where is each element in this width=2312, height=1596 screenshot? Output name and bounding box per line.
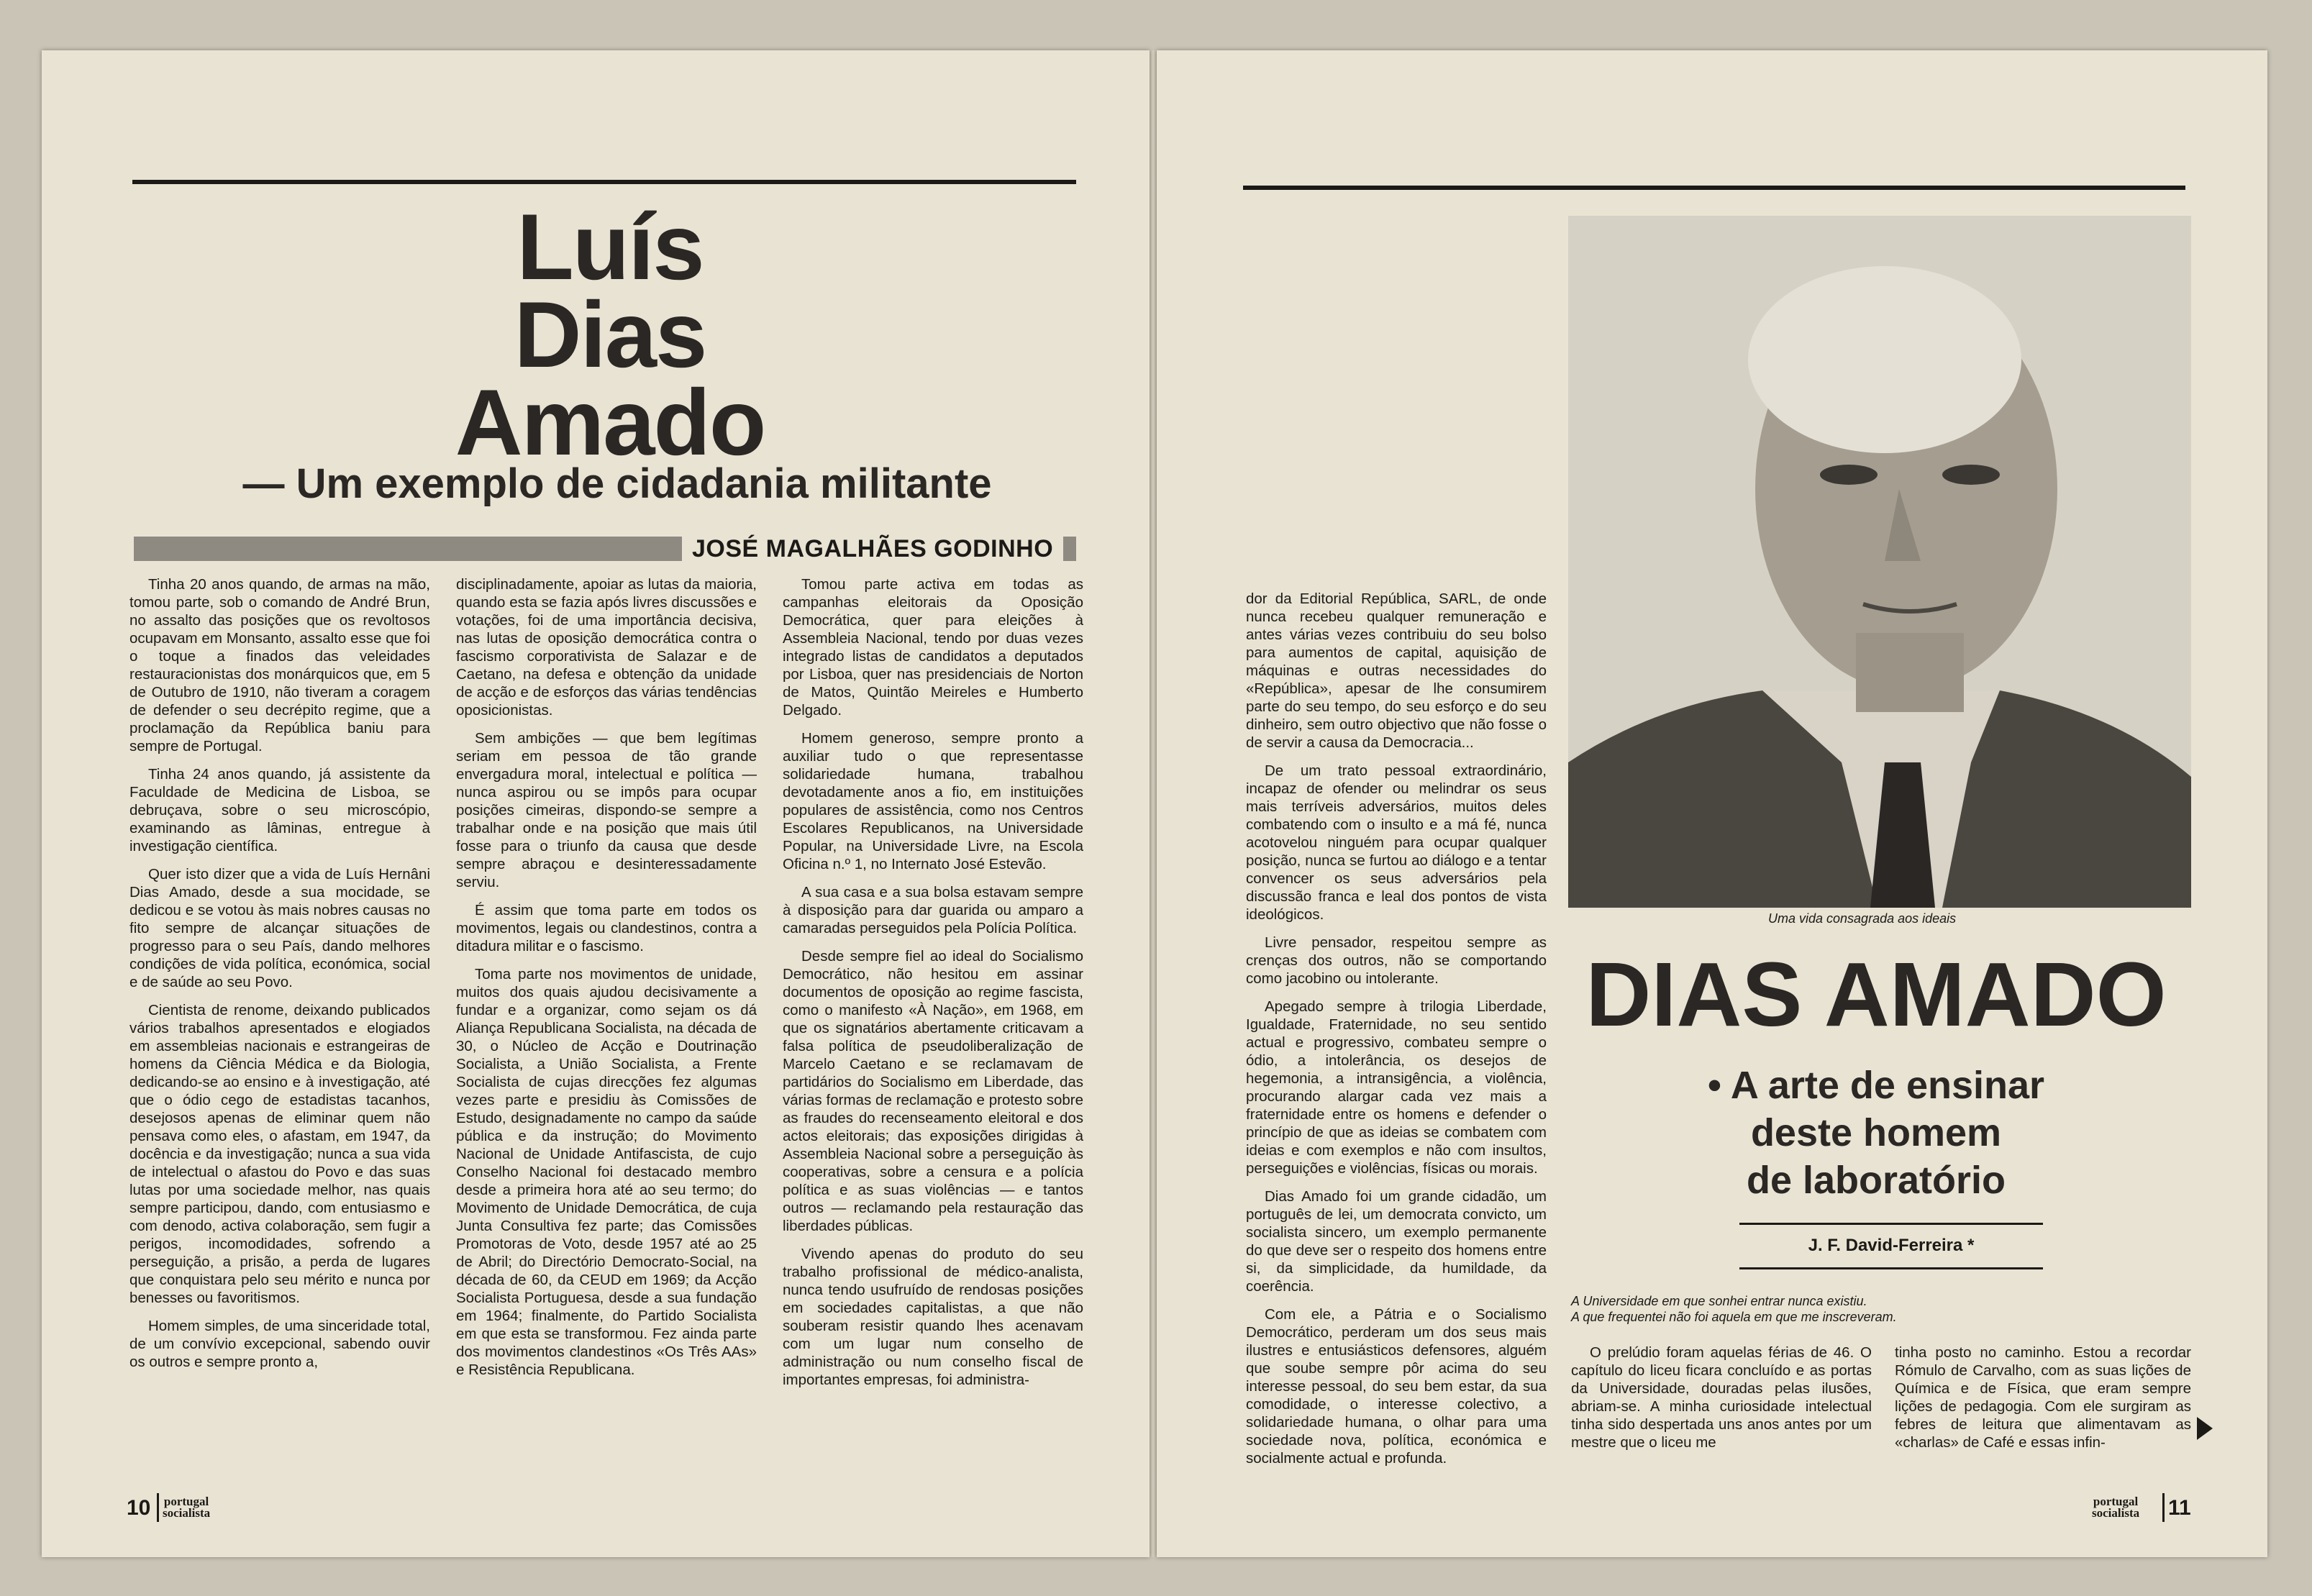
paragraph: Quer isto dizer que a vida de Luís Hernâni Dias Amado, desde a sua mocidade, se dedicou e se votou às mais nobres causas no fito sempre de alcançar situações de progresso para o seu País, dando melhores condições de vida política, económica, social e de saúde ao seu Povo. (129, 866, 430, 990)
top-rule (132, 180, 1076, 184)
paragraph: dor da Editorial República, SARL, de onde nunca recebeu qualquer remuneração e antes várias vezes contribuiu do seu bolso para aumentos de capital, aquisição de máquinas e outras necessidades do «República», apesar de lhe consumirem parte do seu tempo, do seu esforço e do seu dinheiro, sem outro objectivo que não fosse o de servir a causa da Democracia... (1246, 590, 1547, 751)
paragraph: Cientista de renome, deixando publicados vários trabalhos apresentados e elogiados em assembleias nacionais e estrangeiras de homens da Ciência Médica e da Biologia, dedicando-se ao ensino e à investigação, até que o ódio cego de estadistas tacanhos, desejosos apenas de eliminar quem não pensava como eles, o afastam, em 1947, da docência e da investigação; nunca a sua vida de intelectual o afastou do Povo e das suas lutas por uma sociedade melhor, nas quais sempre participou, dando, com entusiasmo e com denodo, activa colaboração, sem fugir a perigos, incomodidades, sofrendo a perseguição, a prisão, a perda de lugares que conquistara pelo seu mérito e nunca por benesses ou favoritismos. (129, 1002, 430, 1306)
article-column-3 (783, 575, 1083, 1399)
subhead-line-1: • A arte de ensinar (1707, 1064, 2045, 1107)
photo-caption: Uma vida consagrada aos ideais (1768, 911, 1957, 926)
paragraph: tinha posto no caminho. Estou a recordar Rómulo de Carvalho, com as suas lições de Química e de Física, que eram sempre lições de pedagogia. Com ele surgiram as febres de leitura que alimentavam as «charlas» de Café e essas infin- (1895, 1344, 2191, 1451)
paragraph: disciplinadamente, apoiar as lutas da maioria, quando esta se fazia após livres discussões e votações, foi de uma importância decisiva, nas lutas de oposição democrática contra o fascismo corporativista de Salazar e de Caetano, na defesa e obtenção da unidade de acção e de esforços das várias tendências oposicionistas. (456, 576, 757, 719)
paragraph: Tinha 24 anos quando, já assistente da Faculdade de Medicina de Lisboa, se debruçava, sobre o seu microscópio, examinando as lâminas, entregue à investigação científica. (129, 766, 430, 854)
epigraph (1571, 1293, 1897, 1325)
left-page (42, 50, 1150, 1557)
article-column-1 (1246, 590, 1547, 1477)
title-line-2: Dias (514, 282, 706, 387)
top-rule (1243, 186, 2185, 190)
paragraph: Tomou parte activa em todas as campanhas eleitorais da Oposição Democrática, quer para eleições à Assembleia Nacional, tendo por duas vezes integrado listas de candidatos a deputados por Lisboa, quer nas presidenciais de Norton de Matos, Quintão Meireles e Humberto Delgado. (783, 576, 1083, 719)
paragraph: A sua casa e a sua bolsa estavam sempre à disposição para dar guarida ou amparo a camaradas perseguidos pela Polícia Política. (783, 884, 1083, 936)
folio-divider (157, 1493, 159, 1522)
epigraph-line-1: A Universidade em que sonhei entrar nunca existiu. (1571, 1294, 1867, 1308)
paragraph: Apegado sempre à trilogia Liberdade, Igualdade, Fraternidade, no seu sentido actual e progressivo, combateu sempre o ódio, a intolerância, os desejos de hegemonia, a intransigência, a violência, procurando alargar cada vez mais a fraternidade entre os homens e defender o princípio de que as ideias se combatem com ideias e com exemplos e não com insultos, perseguições e violências, físicas ou morais. (1246, 998, 1547, 1177)
paragraph: Com ele, a Pátria e o Socialismo Democrático, perderam um dos seus mais ilustres e entusiásticos defensores, alguém que soube sempre pôr acima do seu interesse pessoal, do seu bem estar, da sua comodidade, o interesse colectivo, a solidariedade humana, o olhar para uma sociedade nova, política, económica e socialmente actual e profunda. (1246, 1306, 1547, 1467)
paragraph: Vivendo apenas do produto do seu trabalho profissional de médico-analista, nunca tendo usufruído de rendosas posições em sociedades capitalistas, a que não souberam resistir quando lhes acenavam com um lugar num conselho de administração ou num conselho fiscal de importantes empresas, foi administra- (783, 1246, 1083, 1388)
second-author-byline: J. F. David-Ferreira * (1808, 1236, 1975, 1255)
paragraph: Livre pensador, respeitou sempre as crenças dos outros, não se comportando como jacobino ou intolerante. (1246, 934, 1547, 987)
paragraph: Toma parte nos movimentos de unidade, muitos dos quais ajudou decisivamente a fundar e a organizar, como sejam os dá Aliança Republicana Socialista, na década de 30, o Núcleo de Acção e Doutrinação Socialista, a União Socialista, a Frente Socialista de cujas direcções fez algumas vezes parte e presidiu às Comissões de Estudo, designadamente no campo da saúde pública e da instrução; do Movimento Nacional de Unidade Antifascista, de cujo Conselho Nacional foi destacado membro desde a primeira hora até ao seu termo; do Movimento de Unidade Democrática, de cuja Junta Consultiva fez parte; das Comissões Promotoras de Voto, desde 1957 até ao 25 de Abril; do Directório Democrato-Social, na década de 60, da CEUD em 1969; da Acção Socialista Portuguesa, desde a sua fundação em 1964; finalmente, do Partido Socialista em que esta se transformou. Fez ainda parte dos movimentos clandestinos «Os Três AAs» e Resistência Republicana. (456, 966, 757, 1378)
paragraph: É assim que toma parte em todos os movimentos, legais ou clandestinos, contra a ditadura militar e o fascismo. (456, 902, 757, 954)
author-rule-top (1739, 1223, 2043, 1225)
article-column-1 (129, 575, 430, 1381)
portrait-photo (1568, 216, 2191, 908)
right-page (1157, 50, 2267, 1557)
article-column-2 (456, 575, 757, 1389)
paragraph: Tinha 20 anos quando, de armas na mão, tomou parte, sob o comando de André Brun, no assalto das posições que os revoltosos ocupavam em Monsanto, assalto esse que foi o toque a finados das veleidades restauracionistas dos monárquicos que, em 5 de Outubro de 1910, não tiveram a coragem de defender o seu decrépito regime, que a proclamação da República baniu para sempre de Portugal. (129, 576, 430, 754)
title-line-1: Luís (516, 194, 704, 299)
subhead-line-3: de laboratório (1746, 1159, 2006, 1202)
paragraph: Sem ambições — que bem legítimas seriam em pessoa de tão grande envergadura moral, intelectual e política — nunca aspirou ou se impôs para ocupar posições cimeiras, dispondo-se sempre a trabalhar onde e na posição que mais útil fosse para o triunfo da causa que desde sempre abraçou e desinteressadamente serviu. (456, 730, 757, 890)
logo-line-2: socialista (2092, 1506, 2140, 1520)
author-rule-bottom (1739, 1267, 2043, 1269)
paragraph: O prelúdio foram aquelas férias de 46. O capítulo do liceu ficara concluído e as portas da Universidade, douradas pelas ilusões, abriam-se. A minha curiosidade intelectual tinha sido despertada uns anos antes por um mestre que o liceu me (1571, 1344, 1872, 1451)
folio-divider (2162, 1493, 2165, 1522)
paragraph: De um trato pessoal extraordinário, incapaz de ofender ou melindrar os seus mais terríveis adversários, muitos deles combatendo com o insulto e a má fé, nunca acotovelou ninguém para ocupar qualquer posição, nunca se furtou ao diálogo e a tentar convencer os seus adversários pela discussão franca e leal dos pontos de vista ideológicos. (1246, 762, 1547, 923)
headline: DIAS AMADO (1585, 944, 2167, 1045)
paragraph: Homem generoso, sempre pronto a auxiliar tudo o que representasse solidariedade humana, trabalhou devotadamente anos a fio, em instituições populares de assistência, como nos Centros Escolares Republicanos, na Universidade Popular, na Universidade Livre, na Escola Oficina n.º 1, no Internato José Estevão. (783, 730, 1083, 872)
second-article-column-2 (1895, 1344, 2191, 1462)
publication-logo (163, 1496, 210, 1519)
page-number: 11 (2168, 1496, 2191, 1520)
title-line-3: Amado (455, 370, 765, 475)
subtitle: — Um exemplo de cidadania militante (242, 460, 992, 507)
logo-line-1: portugal (163, 1495, 209, 1508)
page-number: 10 (127, 1496, 151, 1520)
publication-logo (2092, 1496, 2139, 1519)
paragraph: Desde sempre fiel ao ideal do Socialismo Democrático, não hesitou em assinar documentos de oposição ao regime fascista, como o manifesto «À Nação», em 1968, em que os signatários abertamente criticavam a falsa política de pseudoliberalização de Marcelo Caetano e se reclamavam de partidários do Socialismo em Liberdade, das várias formas de reclamação e protesto sobre as fraudes do recenseamento eleitoral e dos actos eleitorais; das exposições dirigidas à Assembleia Nacional sobre a perseguição às cooperativas, sobre a censura e a polícia política e as suas violências — e tantos outros — reclamando pela restauração das liberdades públicas. (783, 948, 1083, 1234)
continue-arrow-icon (2197, 1417, 2213, 1440)
second-article-column-1 (1571, 1344, 1872, 1462)
epigraph-line-2: A que frequentei não foi aquela em que me inscreveram. (1571, 1310, 1897, 1324)
logo-line-1: portugal (2093, 1495, 2139, 1508)
paragraph: Homem simples, de uma sinceridade total, de um convívio excepcional, sabendo ouvir os outros e sempre pronto a, (129, 1318, 430, 1370)
author-byline: JOSÉ MAGALHÃES GODINHO (682, 537, 1063, 561)
subhead-line-2: deste homem (1750, 1111, 2002, 1154)
portrait-illustration (1568, 216, 2191, 908)
logo-line-2: socialista (163, 1506, 211, 1520)
paragraph: Dias Amado foi um grande cidadão, um português de lei, um democrata convicto, um socialista sincero, um exemplo permanente do que deve ser o respeito dos homens entre si, da simplicidade, da humildade, da coerência. (1246, 1188, 1547, 1295)
